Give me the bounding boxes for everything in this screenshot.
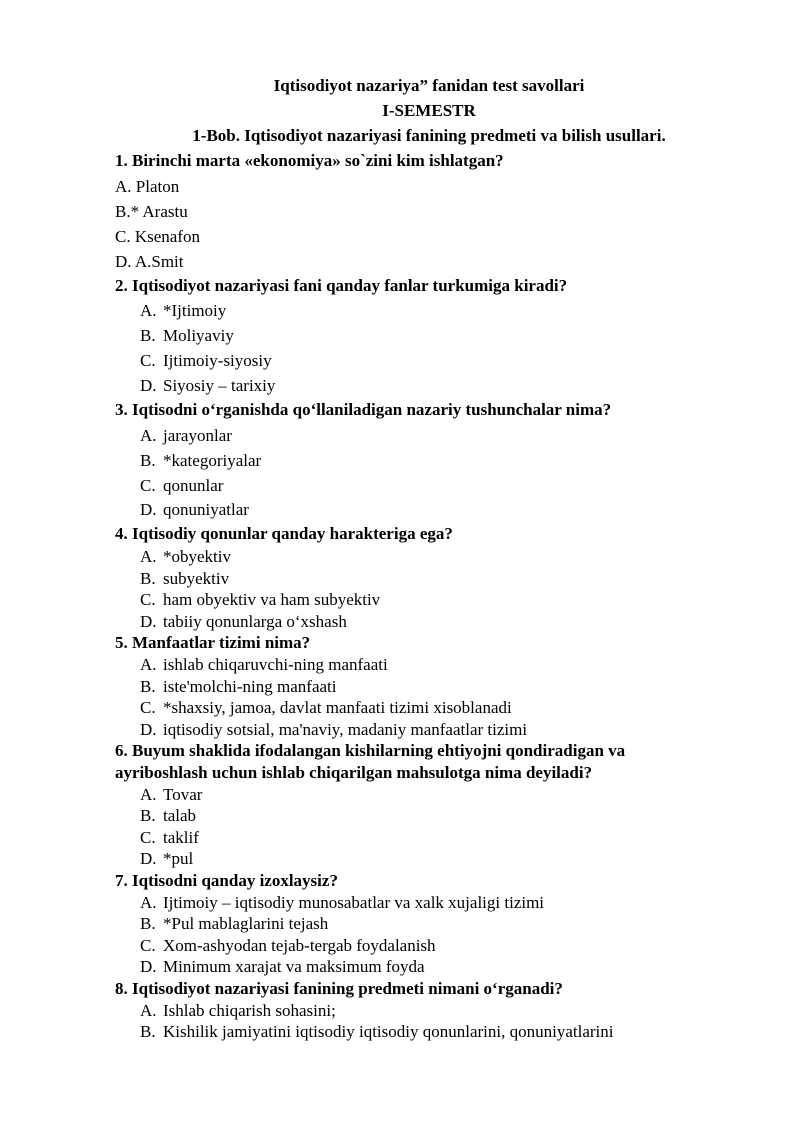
question-1-option-c: C. Ksenafon — [115, 227, 200, 246]
question-6-option-c: C. taklif — [140, 828, 199, 847]
question-2-option-a: A. *Ijtimoiy — [140, 301, 227, 320]
question-3-option-d: D. qonuniyatlar — [140, 500, 249, 519]
question-7-option-a: A. Ijtimoiy – iqtisodiy munosabatlar va xalk xujaligi tizimi — [140, 893, 545, 912]
question-2-option-d: D. Siyosiy – tarixiy — [140, 376, 276, 395]
question-8-option-b: B. Kishilik jamiyatini iqtisodiy iqtisodiy qonunlarini, qonuniyatlarini — [140, 1022, 614, 1041]
question-1-option-d: D. A.Smit — [115, 252, 184, 271]
question-3-option-c: C. qonunlar — [140, 476, 224, 495]
question-3: 3. Iqtisodni o‘rganishda qo‘llaniladigan nazariy tushunchalar nima? — [115, 400, 612, 419]
question-8: 8. Iqtisodiyot nazariyasi fanining predmeti nimani o‘rganadi? — [115, 979, 563, 998]
question-1: 1. Birinchi marta «ekonomiya» so`zini kim ishlatgan? — [115, 151, 504, 170]
question-4-option-d: D. tabiiy qonunlarga o‘xshash — [140, 612, 347, 631]
question-6-option-d: D. *pul — [140, 849, 194, 868]
question-7-option-c: C. Xom-ashyodan tejab-tergab foydalanish — [140, 936, 436, 955]
question-7-option-b: B. *Pul mablaglarini tejash — [140, 914, 329, 933]
semester-heading: I-SEMESTR — [382, 101, 476, 120]
question-6: 6. Buyum shaklida ifodalangan kishilarning ehtiyojni qondiradigan va — [115, 741, 626, 760]
question-2: 2. Iqtisodiyot nazariyasi fani qanday fanlar turkumiga kiradi? — [115, 276, 568, 295]
question-2-option-b: B. Moliyaviy — [140, 326, 234, 345]
question-5: 5. Manfaatlar tizimi nima? — [115, 633, 311, 652]
question-4: 4. Iqtisodiy qonunlar qanday harakteriga ega? — [115, 524, 453, 543]
question-6-option-a: A. Tovar — [140, 785, 203, 804]
document-title: Iqtisodiyot nazariya” fanidan test savollari — [273, 76, 585, 95]
question-7: 7. Iqtisodni qanday izoxlaysiz? — [115, 871, 338, 890]
question-2-option-c: C. Ijtimoiy-siyosiy — [140, 351, 272, 370]
question-5-option-d: D. iqtisodiy sotsial, ma'naviy, madaniy manfaatlar tizimi — [140, 720, 528, 739]
question-8-option-a: A. Ishlab chiqarish sohasini; — [140, 1001, 336, 1020]
question-5-option-c: C. *shaxsiy, jamoa, davlat manfaati tizimi xisoblanadi — [140, 698, 512, 717]
question-4-option-c: C. ham obyektiv va ham subyektiv — [140, 590, 381, 609]
question-3-option-a: A. jarayonlar — [140, 426, 232, 445]
question-5-option-b: B. iste'molchi-ning manfaati — [140, 677, 337, 696]
question-4-option-b: B. subyektiv — [140, 569, 230, 588]
question-6-option-b: B. talab — [140, 806, 197, 825]
question-1-option-b: B.* Arastu — [115, 202, 188, 221]
question-1-option-a: A. Platon — [115, 177, 180, 196]
question-3-option-b: B. *kategoriyalar — [140, 451, 262, 470]
question-7-option-d: D. Minimum xarajat va maksimum foyda — [140, 957, 425, 976]
question-5-option-a: A. ishlab chiqaruvchi-ning manfaati — [140, 655, 388, 674]
question-4-option-a: A. *obyektiv — [140, 547, 231, 566]
chapter-heading: 1-Bob. Iqtisodiyot nazariyasi fanining predmeti va bilish usullari. — [192, 126, 666, 145]
question-6-continued: ayriboshlash uchun ishlab chiqarilgan mahsulotga nima deyiladi? — [115, 763, 593, 782]
